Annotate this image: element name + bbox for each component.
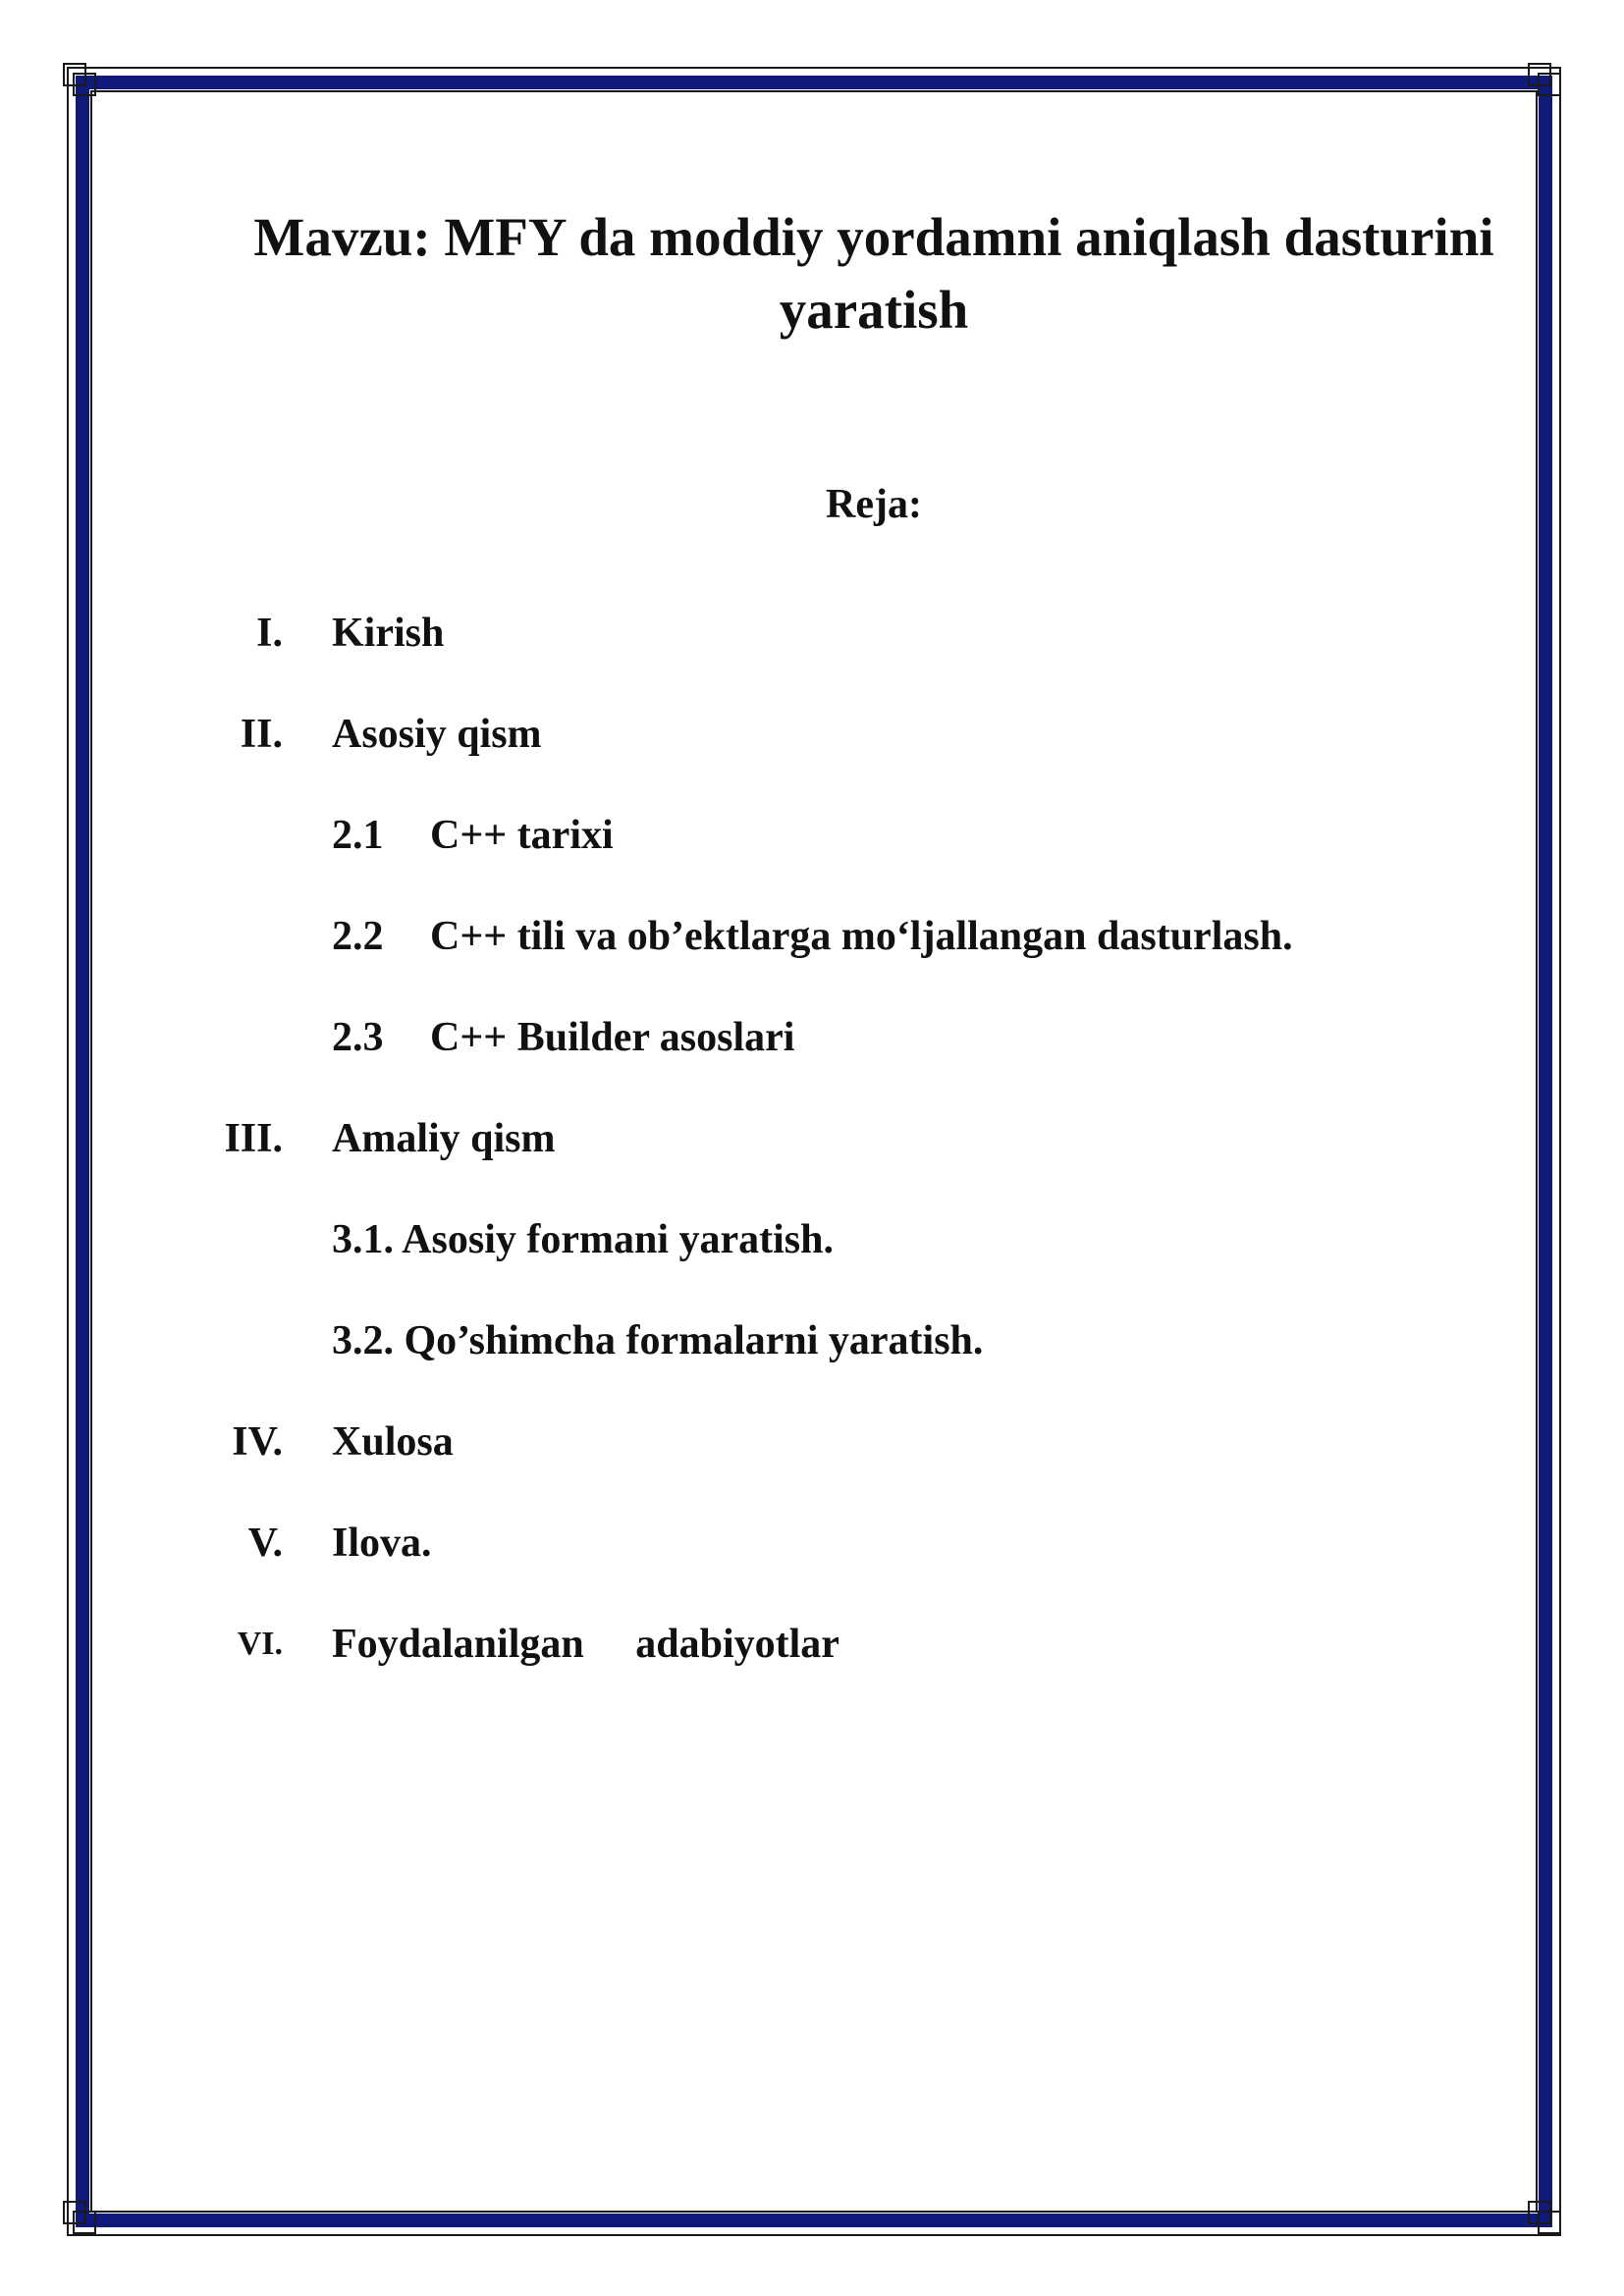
toc-subitem-number: 2.1 [332,813,384,858]
toc-subitem-label: 3.1. Asosiy formani yaratish. [332,1217,835,1262]
toc-item-label: Kirish [332,611,445,656]
toc-subitem-label: C++ Builder asoslari [430,1015,795,1060]
toc-subitem-label: C++ tili va ob’ektlarga mo‘ljallangan dasturlash. [430,914,1293,959]
toc-item-label: Ilova. [332,1521,432,1566]
toc-item-number: V. [247,1521,283,1566]
toc-item-number: I. [256,611,283,656]
toc-item-number: II. [240,712,283,757]
document-title: Mavzu: MFY da moddiy yordamni aniqlash dasturini yaratish [253,207,1494,340]
toc-subitem-label: C++ tarixi [430,813,614,858]
toc-item-label: Foydalanilgan adabiyotlar [332,1622,839,1667]
page-border-inner [90,90,1538,2213]
toc-item-number: III. [224,1116,283,1161]
corner-ornament-top-right [1528,63,1561,96]
toc-item-label: Xulosa [332,1419,454,1465]
toc-subitem-label: 3.2. Qo’shimcha formalarni yaratish. [332,1318,984,1363]
plan-heading: Reja: [826,482,922,527]
toc-item-label: Amaliy qism [332,1116,556,1161]
toc-item-number: IV. [232,1419,283,1465]
corner-ornament-bottom-left [63,2201,96,2234]
corner-ornament-top-left [63,63,96,96]
corner-ornament-bottom-right [1528,2201,1561,2234]
toc-item-number: VI. [237,1626,283,1662]
toc-subitem-number: 2.3 [332,1015,384,1060]
toc-item-label: Asosiy qism [332,712,542,757]
toc-subitem-number: 2.2 [332,914,384,959]
